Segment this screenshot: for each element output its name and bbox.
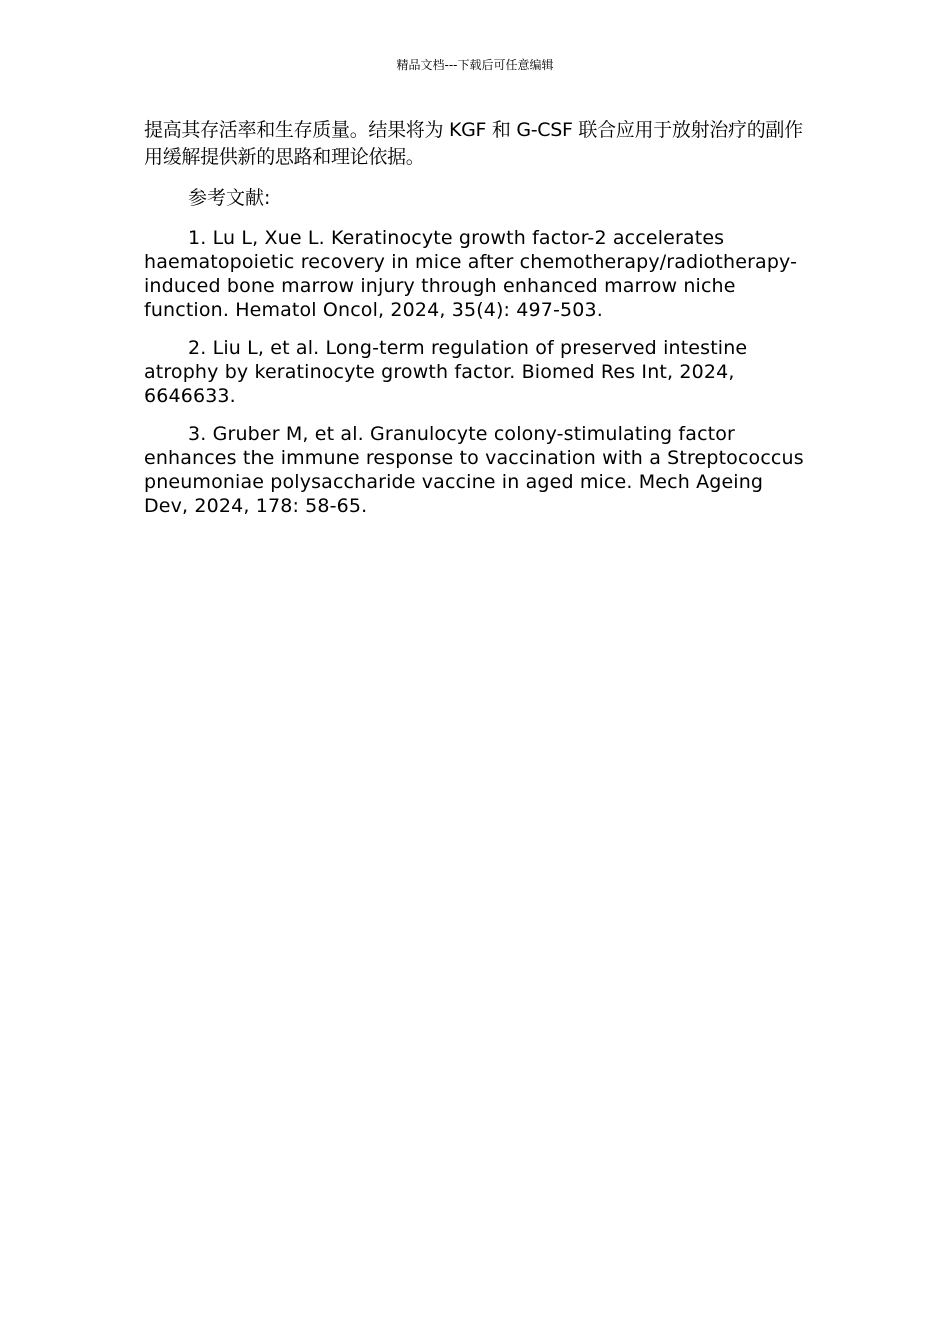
reference-item-2: 2. Liu L, et al. Long-term regulation of preserved intestine atrophy by keratinocyte growth factor. Biomed Res Int, 2024, 6646633.	[144, 337, 748, 407]
reference-item-3: 3. Gruber M, et al. Granulocyte colony-stimulating factor enhances the immune response to vaccination with a Streptococcus pneumoniae polysaccharide vaccine in aged mice. Mech Ageing Dev, 2024, 178: 58-65.	[144, 423, 804, 517]
page-header: 精品文档---下载后可任意编辑	[396, 58, 554, 72]
document-body	[144, 117, 808, 518]
references-heading: 参考文献:	[188, 187, 271, 209]
intro-paragraph: 提高其存活率和生存质量。结果将为 KGF 和 G-CSF 联合应用于放射治疗的副作用缓解提供新的思路和理论依据。	[144, 119, 803, 168]
reference-item-1: 1. Lu L, Xue L. Keratinocyte growth factor-2 accelerates haematopoietic recovery in mice after chemotherapy/radiotherapy-induced bone marrow injury through enhanced marrow niche function. Hematol Oncol, 2024, 35(4): 497-503.	[144, 227, 798, 321]
